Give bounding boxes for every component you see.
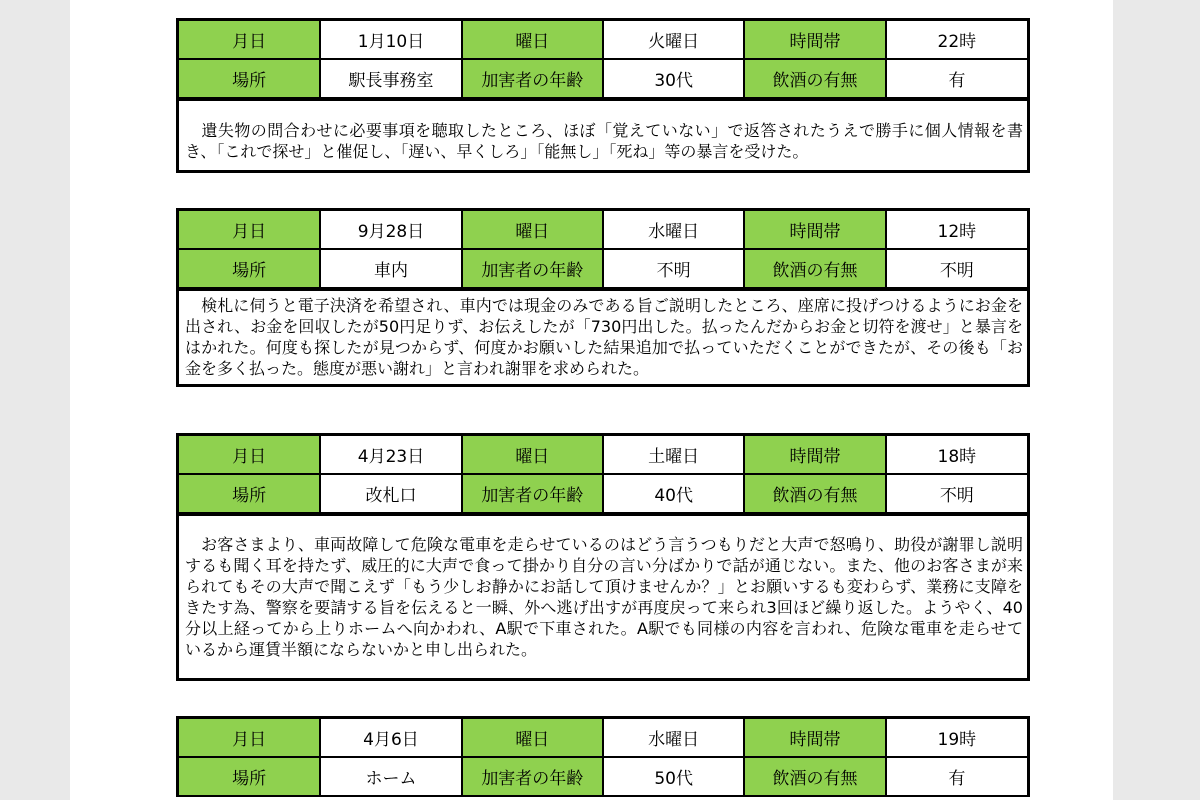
age-label: 加害者の年齢 — [462, 474, 603, 513]
time-value: 19時 — [886, 719, 1027, 757]
weekday-value: 水曜日 — [603, 211, 744, 249]
time-label: 時間帯 — [744, 211, 885, 249]
place-value: ホーム — [320, 757, 461, 796]
age-value: 40代 — [603, 474, 744, 513]
incident-description: お客さまより、車両故障して危険な電車を走らせているのはどう言うつもりだと大声で怒鳴り、助役が謝罪し説明するも聞く耳を持たず、威圧的に大声で食って掛かり自分の言い分ばかりで話が通じない。また、他のお客さまが来られてもその大声で聞こえず「もう少しお静かにお話して頂けませんか？」とお願いするも変わらず、業務に支障をきたす為、警察を要請する旨を伝えると一瞬、外へ逃げ出すが再度戻って来られ3回ほど繰り返した。ようやく、40分以上経ってから上りホームへ向かわれ、A駅で下車された。A駅でも同様の内容を言われ、危険な電車を走らせているから運賃半額にならないかと申し出られた。 — [179, 514, 1027, 678]
time-label: 時間帯 — [744, 436, 885, 474]
place-value: 改札口 — [320, 474, 461, 513]
place-label: 場所 — [179, 59, 320, 98]
place-value: 車内 — [320, 249, 461, 288]
place-label: 場所 — [179, 249, 320, 288]
place-label: 場所 — [179, 757, 320, 796]
time-label: 時間帯 — [744, 21, 885, 59]
place-value: 駅長事務室 — [320, 59, 461, 98]
age-label: 加害者の年齢 — [462, 249, 603, 288]
incident-description: 検札に伺うと電子決済を希望され、車内では現金のみである旨ご説明したところ、座席に投げつけるようにお金を出され、お金を回収したが50円足りず、お伝えしたが「730円出した。払ったんだからお金と切符を渡せ」と暴言をはかれた。何度も探したが見つからず、何度かお願いした結果追加で払っていただくことができたが、その後も「お金を多く払った。態度が悪い謝れ」と言われ謝罪を求められた。 — [179, 289, 1027, 384]
date-label: 月日 — [179, 21, 320, 59]
age-label: 加害者の年齢 — [462, 59, 603, 98]
date-value: 4月23日 — [320, 436, 461, 474]
date-value: 4月6日 — [320, 719, 461, 757]
time-value: 22時 — [886, 21, 1027, 59]
date-label: 月日 — [179, 436, 320, 474]
alcohol-label: 飲酒の有無 — [744, 474, 885, 513]
alcohol-label: 飲酒の有無 — [744, 249, 885, 288]
alcohol-label: 飲酒の有無 — [744, 59, 885, 98]
document-page — [70, 0, 1113, 800]
time-label: 時間帯 — [744, 719, 885, 757]
incident-header-table — [179, 211, 1027, 289]
weekday-label: 曜日 — [462, 211, 603, 249]
incident-card — [176, 716, 1030, 797]
time-value: 18時 — [886, 436, 1027, 474]
incident-header-table — [179, 21, 1027, 99]
alcohol-label: 飲酒の有無 — [744, 757, 885, 796]
weekday-value: 火曜日 — [603, 21, 744, 59]
alcohol-value: 有 — [886, 59, 1027, 98]
date-value: 1月10日 — [320, 21, 461, 59]
incident-header-table — [179, 719, 1027, 797]
age-value: 50代 — [603, 757, 744, 796]
incident-card — [176, 433, 1030, 681]
date-label: 月日 — [179, 211, 320, 249]
age-label: 加害者の年齢 — [462, 757, 603, 796]
weekday-label: 曜日 — [462, 436, 603, 474]
weekday-value: 土曜日 — [603, 436, 744, 474]
time-value: 12時 — [886, 211, 1027, 249]
age-value: 不明 — [603, 249, 744, 288]
age-value: 30代 — [603, 59, 744, 98]
alcohol-value: 不明 — [886, 474, 1027, 513]
weekday-value: 水曜日 — [603, 719, 744, 757]
weekday-label: 曜日 — [462, 21, 603, 59]
incident-description: 遺失物の問合わせに必要事項を聴取したところ、ほぼ「覚えていない」で返答されたうえで勝手に個人情報を書き、「これで探せ」と催促し、「遅い、早くしろ」「能無し」「死ね」等の暴言を受けた。 — [179, 99, 1027, 170]
incident-card — [176, 18, 1030, 173]
place-label: 場所 — [179, 474, 320, 513]
date-value: 9月28日 — [320, 211, 461, 249]
weekday-label: 曜日 — [462, 719, 603, 757]
incident-header-table — [179, 436, 1027, 514]
alcohol-value: 不明 — [886, 249, 1027, 288]
incident-card — [176, 208, 1030, 387]
date-label: 月日 — [179, 719, 320, 757]
alcohol-value: 有 — [886, 757, 1027, 796]
